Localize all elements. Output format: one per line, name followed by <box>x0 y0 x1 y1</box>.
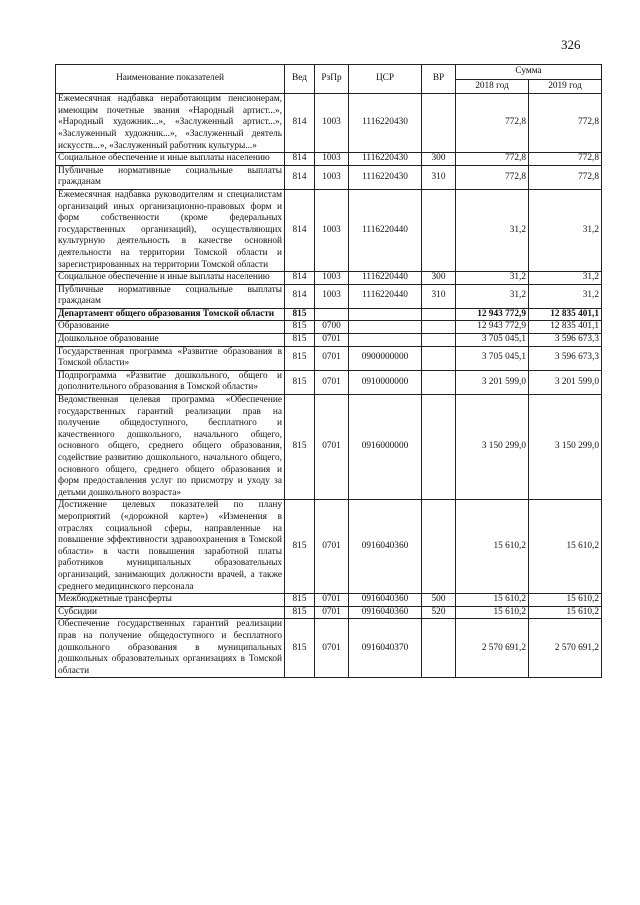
table-cell-ved: 815 <box>285 321 315 334</box>
table-cell-2018: 772,8 <box>456 165 529 189</box>
table-cell-ved: 815 <box>285 334 315 347</box>
table-cell-2018: 772,8 <box>456 153 529 166</box>
table-cell-ved: 815 <box>285 606 315 619</box>
table-cell-ved: 814 <box>285 165 315 189</box>
table-cell-2019: 12 835 401,1 <box>529 321 602 334</box>
table-cell-ved: 815 <box>285 346 315 370</box>
page-number: 326 <box>561 37 581 52</box>
table-cell-name: Государственная программа «Развитие образования в Томской области» <box>56 346 285 370</box>
table-cell-ved: 814 <box>285 272 315 285</box>
table-cell-2019: 31,2 <box>529 272 602 285</box>
table-cell-vr: 300 <box>422 153 456 166</box>
table-cell-name: Департамент общего образования Томской области <box>56 308 285 321</box>
header-csr: ЦСР <box>349 65 422 94</box>
table-cell-2018: 31,2 <box>456 189 529 271</box>
table-cell-name: Образование <box>56 321 285 334</box>
table-cell-2018: 3 150 299,0 <box>456 395 529 500</box>
table-cell-2018: 12 943 772,9 <box>456 308 529 321</box>
budget-table <box>55 64 602 678</box>
table-cell-ved: 815 <box>285 370 315 394</box>
table-cell-vr: 500 <box>422 594 456 607</box>
table-cell-rzpr: 1003 <box>315 153 349 166</box>
table-cell-2019: 15 610,2 <box>529 594 602 607</box>
table-cell-csr: 1116220440 <box>349 284 422 308</box>
table-cell-2018: 12 943 772,9 <box>456 321 529 334</box>
table-cell-name: Подпрограмма «Развитие дошкольного, общего и дополнительного образования в Томской области» <box>56 370 285 394</box>
table-cell-name: Публичные нормативные социальные выплаты гражданам <box>56 284 285 308</box>
table-cell-2019: 3 201 599,0 <box>529 370 602 394</box>
table-cell-vr: 520 <box>422 606 456 619</box>
table-cell-ved: 814 <box>285 94 315 153</box>
table-cell-vr <box>422 395 456 500</box>
header-rzpr: РзПр <box>315 65 349 94</box>
table-cell-name: Ведомственная целевая программа «Обеспечение государственных гарантий реализации прав на получение общедоступного, бесплатного и качественного дошкольного, начального общего, основного общего, среднего общего образования, содействие развитию дошкольного, начального общего, основного общего, среднего общего образования и форм предоставления услуг по присмотру и уходу за детьми дошкольного возраста» <box>56 395 285 500</box>
table-cell-name: Публичные нормативные социальные выплаты гражданам <box>56 165 285 189</box>
table-cell-csr: 0916040360 <box>349 606 422 619</box>
table-cell-2019: 3 596 673,3 <box>529 334 602 347</box>
table-row <box>56 395 602 500</box>
table-cell-ved: 815 <box>285 594 315 607</box>
table-cell-2019: 3 150 299,0 <box>529 395 602 500</box>
table-cell-vr <box>422 370 456 394</box>
table-cell-name: Достижение целевых показателей по плану мероприятий («дорожной карте») «Изменения в отраслях социальной сферы, направленные на повышение эффективности здравоохранения в Томской области» в части повышения заработной платы работников муниципальных образовательных организаций, занимающих должности врачей, а также среднего медицинского персонала <box>56 500 285 594</box>
table-cell-csr: 1116220440 <box>349 272 422 285</box>
table-cell-vr: 310 <box>422 165 456 189</box>
table-cell-csr: 0916040360 <box>349 500 422 594</box>
table-cell-vr <box>422 334 456 347</box>
table-cell-vr: 310 <box>422 284 456 308</box>
table-cell-rzpr: 0701 <box>315 606 349 619</box>
header-2019: 2019 год <box>529 79 602 94</box>
table-cell-rzpr <box>315 308 349 321</box>
table-cell-2019: 31,2 <box>529 284 602 308</box>
header-sum: Сумма <box>456 65 602 80</box>
table-cell-2019: 3 596 673,3 <box>529 346 602 370</box>
table-cell-vr <box>422 346 456 370</box>
table-cell-rzpr: 1003 <box>315 94 349 153</box>
table-row <box>56 94 602 153</box>
table-cell-name: Ежемесячная надбавка неработающим пенсионерам, имеющим почетные звания «Народный артист...», «Народный художник...», «Заслуженный артист...», «Заслуженный художник...», «Заслуженный деятель искусств...», «Заслуженный работник культуры...» <box>56 94 285 153</box>
table-cell-ved: 815 <box>285 308 315 321</box>
table-cell-name: Межбюджетные трансферты <box>56 594 285 607</box>
table-row <box>56 370 602 394</box>
table-cell-2019: 15 610,2 <box>529 606 602 619</box>
table-cell-2019: 15 610,2 <box>529 500 602 594</box>
table-cell-csr: 0916000000 <box>349 395 422 500</box>
table-row <box>56 153 602 166</box>
table-cell-rzpr: 0701 <box>315 395 349 500</box>
table-cell-csr: 0900000000 <box>349 346 422 370</box>
table-cell-vr <box>422 94 456 153</box>
table-cell-csr: 0910000000 <box>349 370 422 394</box>
table-cell-ved: 814 <box>285 284 315 308</box>
table-cell-rzpr: 0701 <box>315 334 349 347</box>
table-cell-rzpr: 1003 <box>315 189 349 271</box>
table-row <box>56 594 602 607</box>
table-row <box>56 308 602 321</box>
table-cell-2019: 12 835 401,1 <box>529 308 602 321</box>
table-cell-ved: 814 <box>285 153 315 166</box>
table-cell-csr: 1116220440 <box>349 189 422 271</box>
header-ved: Вед <box>285 65 315 94</box>
table-row <box>56 334 602 347</box>
table-cell-2018: 15 610,2 <box>456 594 529 607</box>
table-cell-2018: 3 705 045,1 <box>456 334 529 347</box>
table-cell-2019: 31,2 <box>529 189 602 271</box>
table-row <box>56 189 602 271</box>
table-cell-csr <box>349 334 422 347</box>
table-cell-ved: 815 <box>285 500 315 594</box>
table-cell-csr: 1116220430 <box>349 153 422 166</box>
table-cell-name: Субсидии <box>56 606 285 619</box>
header-vr: ВР <box>422 65 456 94</box>
table-cell-rzpr: 0701 <box>315 346 349 370</box>
table-cell-rzpr: 0700 <box>315 321 349 334</box>
table-cell-vr <box>422 619 456 678</box>
table-cell-rzpr: 0701 <box>315 594 349 607</box>
table-row <box>56 272 602 285</box>
table-cell-csr <box>349 308 422 321</box>
table-cell-2019: 772,8 <box>529 165 602 189</box>
table-cell-2018: 31,2 <box>456 284 529 308</box>
table-row <box>56 619 602 678</box>
table-cell-2018: 15 610,2 <box>456 606 529 619</box>
table-cell-ved: 815 <box>285 395 315 500</box>
table-row <box>56 500 602 594</box>
table-cell-name: Дошкольное образование <box>56 334 285 347</box>
table-cell-2019: 772,8 <box>529 153 602 166</box>
table-cell-csr <box>349 321 422 334</box>
table-cell-2018: 3 201 599,0 <box>456 370 529 394</box>
table-cell-vr <box>422 308 456 321</box>
table-cell-name: Социальное обеспечение и иные выплаты населению <box>56 153 285 166</box>
table-cell-rzpr: 1003 <box>315 272 349 285</box>
table-cell-rzpr: 0701 <box>315 370 349 394</box>
table-row <box>56 321 602 334</box>
table-cell-csr: 1116220430 <box>349 94 422 153</box>
table-cell-2019: 2 570 691,2 <box>529 619 602 678</box>
table-cell-rzpr: 0701 <box>315 500 349 594</box>
header-name: Наименование показателей <box>56 65 285 94</box>
table-cell-rzpr: 0701 <box>315 619 349 678</box>
table-cell-2018: 3 705 045,1 <box>456 346 529 370</box>
table-cell-2019: 772,8 <box>529 94 602 153</box>
table-cell-ved: 815 <box>285 619 315 678</box>
table-cell-vr <box>422 500 456 594</box>
table-cell-vr <box>422 321 456 334</box>
table-cell-name: Ежемесячная надбавка руководителям и специалистам организаций иных организационно-правовых форм и форм собственности (кроме федеральных государственных организаций), осуществляющих культурную деятельность в качестве основной деятельности на территории Томской области и зарегистрированных на территории Томской области <box>56 189 285 271</box>
table-cell-ved: 814 <box>285 189 315 271</box>
table-cell-2018: 772,8 <box>456 94 529 153</box>
table-cell-csr: 0916040360 <box>349 594 422 607</box>
table-cell-2018: 15 610,2 <box>456 500 529 594</box>
table-row <box>56 346 602 370</box>
table-row <box>56 165 602 189</box>
table-row <box>56 284 602 308</box>
table-cell-2018: 2 570 691,2 <box>456 619 529 678</box>
table-cell-name: Социальное обеспечение и иные выплаты населению <box>56 272 285 285</box>
table-row <box>56 606 602 619</box>
table-cell-name: Обеспечение государственных гарантий реализации прав на получение общедоступного и бесплатного дошкольного образования в муниципальных дошкольных образовательных организациях в Томской области <box>56 619 285 678</box>
table-cell-rzpr: 1003 <box>315 284 349 308</box>
table-cell-2018: 31,2 <box>456 272 529 285</box>
table-cell-csr: 1116220430 <box>349 165 422 189</box>
table-cell-vr: 300 <box>422 272 456 285</box>
header-2018: 2018 год <box>456 79 529 94</box>
table-cell-vr <box>422 189 456 271</box>
table-cell-csr: 0916040370 <box>349 619 422 678</box>
table-cell-rzpr: 1003 <box>315 165 349 189</box>
